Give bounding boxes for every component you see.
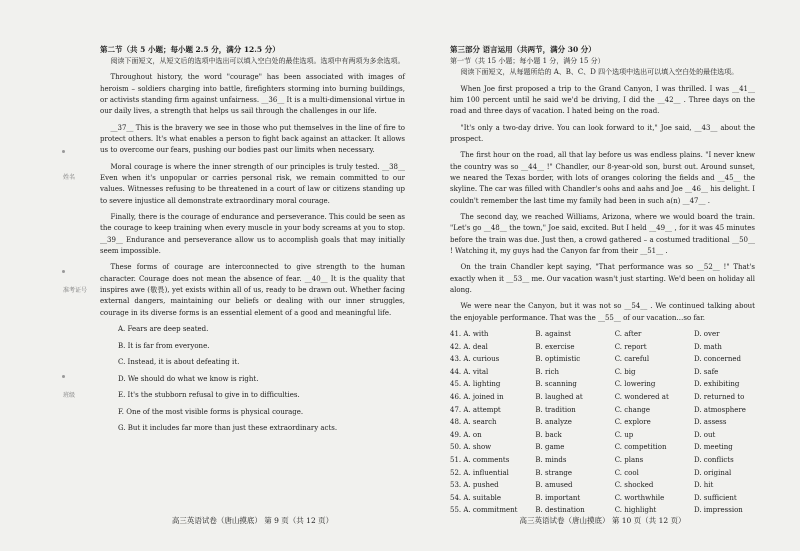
question-option: B. against [535,330,571,339]
option-c: C. Instead, it is about defeating it. [118,358,240,367]
question-option: 50. A. show [450,443,492,452]
question-option: 49. A. on [450,430,482,439]
option-d: D. We should do what we know is right. [118,374,259,383]
question-option: C. after [614,330,642,339]
question-row [450,493,755,506]
question-option: D. original [693,468,732,477]
question-row [450,480,755,493]
question-row [450,367,755,380]
instruction: 阅读下面短文，从每题所给的 A、B、C、D 四个选项中选出可以填入空白处的最佳选项。 [460,68,739,77]
question-option: D. conflicts [693,455,734,464]
passage-paragraph: __37__ This is the bravery we see in those who put themselves in the line of fire to protect others. It's what enables a person to fight back against an attacker. It allows us to overcome our fears, pushing our bodies past our limits when necessary. [100,123,405,155]
question-option: B. amused [535,481,573,490]
question-option: C. explore [614,418,651,427]
question-option: 54. A. suitable [450,493,502,502]
question-option: D. assess [693,418,727,427]
question-option: C. shocked [614,481,654,490]
question-row [450,405,755,418]
question-row [450,329,755,342]
question-option: D. concerned [693,355,741,364]
passage-paragraph: These forms of courage are interconnected to give strength to the human character. Courage does not mean the absence of fear. __40__ It is the quality that inspires awe (敬畏), yet exists within all of us, ready to be drawn out. Whether facing external dangers, maintaining our beliefs or dealing with our inner struggles, courage in its diverse forms is an essential element of a good and meaningful life. [100,263,405,317]
option-a: A. Fears are deep seated. [118,325,209,334]
question-option: 47. A. attempt [450,405,501,414]
question-option: C. cool [614,468,639,477]
question-row [450,417,755,430]
question-option: 43. A. curious [450,355,500,364]
option-g: G. But it includes far more than just these extraordinary acts. [118,424,338,433]
question-option: C. big [614,367,636,376]
question-row [450,430,755,443]
question-row [450,455,755,468]
question-option: B. scanning [535,380,577,389]
question-option: C. worthwhile [614,493,665,502]
margin-mark-class: 班级 [63,392,76,399]
question-option: C. competition [614,443,667,452]
question-option: D. meeting [693,443,733,452]
page-10 [450,44,755,518]
question-option: B. minds [535,455,567,464]
question-option: C. report [614,342,647,351]
passage-paragraph: The second day, we reached Williams, Arizona, where we would board the train. "Let's go __48__ the town," Joe said, excited. But I held __49__ , for it was 45 minutes before the train was due. Just then, a crowd gathered – a costumed traditional __50__ ! Watching it, my guys had the Canyon far from their __51__ . [450,213,755,256]
instruction: 阅读下面短文，从短文后的选项中选出可以填入空白处的最佳选项。选项中有两项为多余选项。 [110,57,405,66]
passage-paragraph: On the train Chandler kept saying, "That performance was so __52__ !" That's exactly when it __53__ me. Our vacation wasn't just starting. We'd been on holiday all along. [450,263,755,295]
question-row [450,392,755,405]
question-option: C. lowering [614,380,656,389]
question-option: D. safe [693,367,719,376]
page-footer-9: 高三英语试卷（唐山摸底） 第 9 页（共 12 页） [171,516,334,525]
question-row [450,342,755,355]
question-option: C. careful [614,355,650,364]
question-option: B. rich [535,367,559,376]
question-option: D. impression [693,506,743,515]
question-option: D. out [693,430,716,439]
passage-paragraph: We were near the Canyon, but it was not so __54__ . We continued talking about the enjoyable performance. That was the __55__ of our vacation…so far. [450,302,755,322]
part-title: 第三部分 语言运用（共两节，满分 30 分） [450,45,596,54]
question-option: D. sufficient [693,493,737,502]
question-option: B. analyze [535,418,572,427]
question-option: 42. A. deal [450,342,488,351]
page-9 [100,44,405,440]
question-option: D. atmosphere [693,405,746,414]
question-row [450,379,755,392]
question-option: B. tradition [535,405,576,414]
question-option: B. laughed at [535,393,583,401]
question-options-table [450,329,755,518]
margin-mark-name: 姓名 [63,174,76,181]
option-e: E. It's the stubborn refusal to give in to difficulties. [118,391,300,400]
question-option: 45. A. lighting [450,380,501,389]
question-option: 52. A. influential [450,468,509,477]
question-option: B. destination [535,506,585,515]
page-footer-10: 高三英语试卷（唐山摸底） 第 10 页（共 12 页） [519,516,686,525]
question-option: C. wondered at [614,393,669,401]
question-option: B. strange [535,468,573,477]
question-option: B. optimistic [535,355,581,364]
question-option: 48. A. search [450,418,497,427]
question-row [450,468,755,481]
question-option: C. highlight [614,506,657,515]
question-option: 41. A. with [450,330,489,339]
question-row [450,354,755,367]
option-f: F. One of the most visible forms is physical courage. [118,407,304,416]
passage-paragraph: Moral courage is where the inner strength of our principles is truly tested. __38__ Even when it's unpopular or carries personal risk, we remain committed to our values. Witnesses refusing to be threatened in a court of law or citizens standing up to severe injustice all demonstrate extraordinary moral courage. [100,162,405,205]
passage-paragraph: "It's only a two-day drive. You can look forward to it," Joe said, __43__ about the prospect. [450,123,755,144]
question-option: D. returned to [693,393,745,401]
margin-mark-id: 准考证号 [63,287,88,294]
question-option: B. important [535,493,581,502]
question-option: B. exercise [535,342,575,351]
question-option: B. game [535,443,565,452]
option-b: B. It is far from everyone. [118,341,210,350]
question-option: 46. A. joined in [450,393,504,401]
question-option: D. exhibiting [693,380,740,389]
question-option: D. over [693,330,720,339]
section-title: 第二节（共 5 小题；每小题 2.5 分，满分 12.5 分） [100,45,280,54]
passage-paragraph: Finally, there is the courage of endurance and perseverance. This could be seen as the courage to keep training when every muscle in your body screams at you to stop. __39__ Endurance and perseverance allow us to accomplish goals that may initially seem impossible. [100,213,405,256]
passage-paragraph: The first hour on the road, all that lay before us was endless plains. "I never knew the country was so __44__ !" Chandler, our 8-year-old son, burst out. Around sunset, we neared the Texas border, with lots of oranges coloring the fields and __45__ the skyline. The car was filled with Chandler's oohs and aahs and Joe __46__ his delight. I couldn't remember the last time my family had been in such a(n) __47__ . [450,151,755,205]
question-option: D. math [693,342,722,351]
question-option: 53. A. pushed [450,481,499,490]
question-row [450,442,755,455]
passage-paragraph: When Joe first proposed a trip to the Grand Canyon, I was thrilled. I was __41__ him 100 percent until he said we'd be driving, I did the __42__ . Three days on the road and three days of vacation. I hated being on the road. [450,84,755,116]
section-title: 第一节（共 15 小题；每小题 1 分，满分 15 分） [450,57,605,66]
passage-paragraph: Throughout history, the word "courage" has been associated with images of heroism – soldiers charging into battle, firefighters storming into burning buildings, or activists standing firm against unfairness. __36__ It is a multi-dimensional virtue in our daily lives, a strength that helps us sail through the challenges in our life. [100,73,405,116]
question-option: 51. A. comments [450,455,510,464]
question-option: 44. A. vital [450,367,489,376]
question-option: C. change [614,405,650,414]
question-option: B. back [535,430,562,439]
question-option: C. plans [614,455,644,464]
option-list [100,324,405,434]
question-option: C. up [614,430,634,439]
question-option: 55. A. commitment [450,506,518,515]
question-option: D. hit [693,481,714,490]
